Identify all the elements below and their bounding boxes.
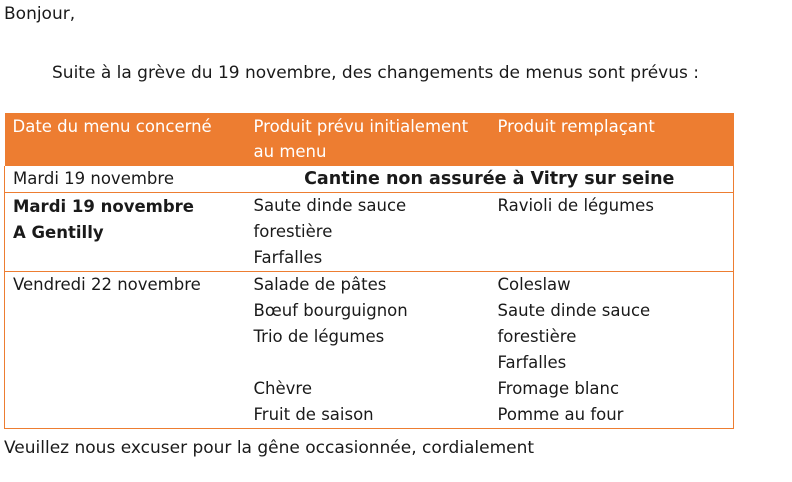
row3-replacement-item: Pomme au four [497, 405, 624, 424]
row3-replacement-item: Saute dinde sauce [497, 301, 651, 320]
closing-paragraph: Veuillez nous excuser pour la gêne occasionnée, cordialement [4, 438, 535, 458]
table-header-row [5, 113, 734, 166]
table-row [5, 193, 734, 272]
row2-replacement-item: Ravioli de légumes [497, 196, 654, 215]
header-date: Date du menu concerné [5, 113, 246, 166]
row3-initial [246, 272, 490, 429]
row3-initial-item: Bœuf bourguignon [253, 301, 408, 320]
row1-canteen-note: Cantine non assurée à Vitry sur seine [304, 169, 675, 189]
row1-date: Mardi 19 novembre [13, 169, 174, 188]
menu-changes-table [4, 113, 734, 429]
row3-initial-item: Chèvre [253, 379, 312, 398]
row2-initial [246, 193, 490, 272]
row2-replacement [490, 193, 734, 272]
row2-date-line1: Mardi 19 novembre [13, 197, 194, 216]
row3-replacement [490, 272, 734, 429]
header-initial-product: Produit prévu initialement au menu [246, 113, 490, 166]
row2-date-line2: A Gentilly [13, 223, 104, 242]
row3-replacement-item: Fromage blanc [497, 379, 620, 398]
row3-initial-item: Salade de pâtes [253, 275, 387, 294]
row3-replacement-item: forestière [497, 327, 577, 346]
row3-replacement-item: Coleslaw [497, 275, 571, 294]
row3-initial-item: Fruit de saison [253, 405, 374, 424]
row2-initial-item: forestière [253, 222, 333, 241]
intro-paragraph: Suite à la grève du 19 novembre, des changements de menus sont prévus : [52, 63, 699, 83]
greeting: Bonjour, [4, 4, 76, 24]
row2-date [5, 193, 246, 272]
row2-initial-item: Saute dinde sauce [253, 196, 407, 215]
row3-replacement-item: Farfalles [497, 353, 567, 372]
table-row [5, 272, 734, 429]
header-replacement-product: Produit remplaçant [490, 113, 734, 166]
row2-initial-item: Farfalles [253, 248, 323, 267]
row3-initial-spacer [254, 350, 482, 376]
row3-initial-item: Trio de légumes [253, 327, 385, 346]
row3-date: Vendredi 22 novembre [13, 275, 201, 294]
table-row [5, 166, 734, 193]
